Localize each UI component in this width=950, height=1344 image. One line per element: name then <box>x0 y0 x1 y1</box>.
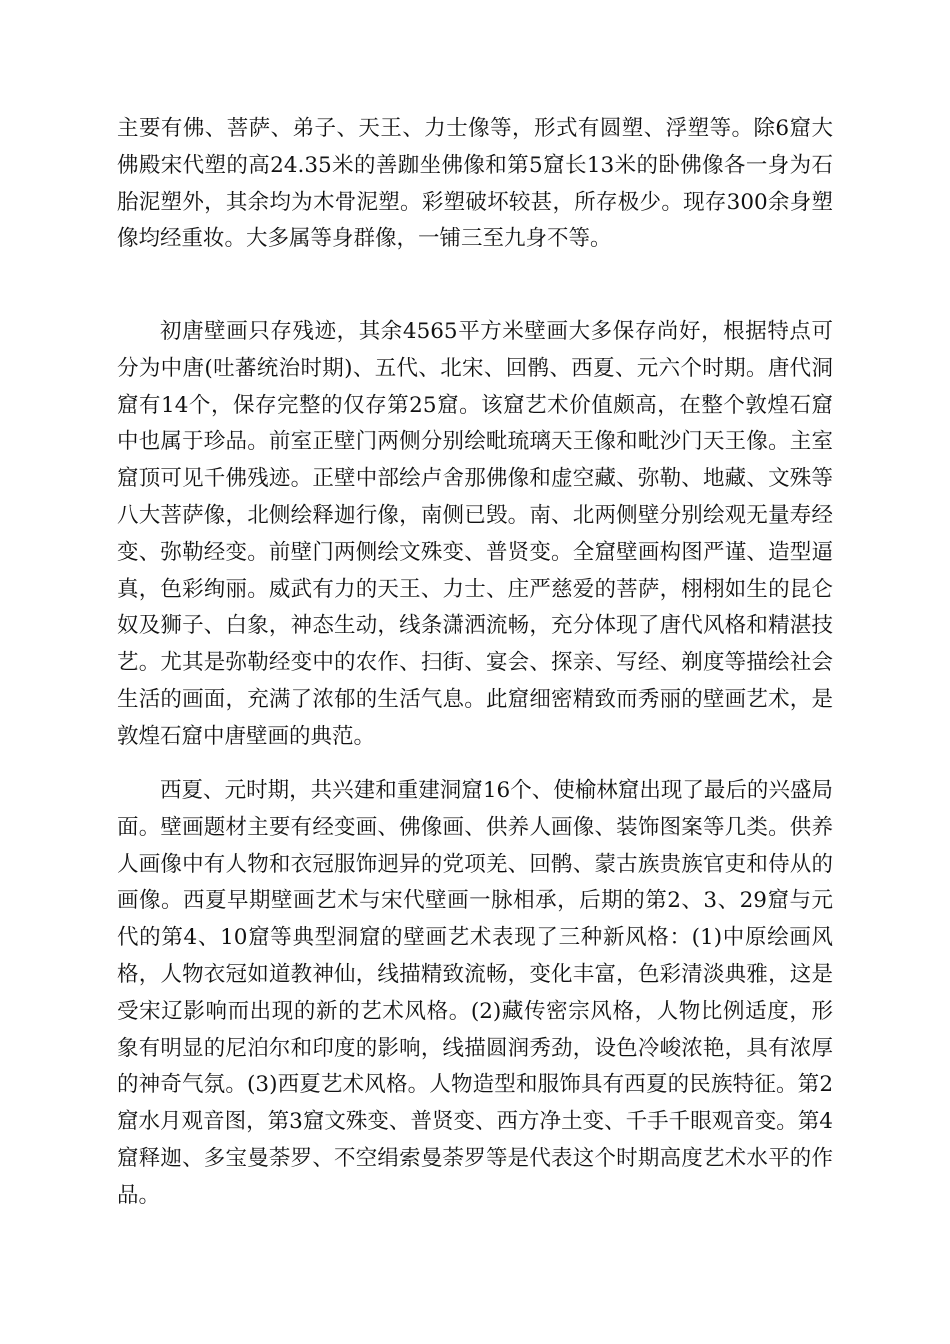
paragraph-xixia-yuan-murals <box>117 773 833 1215</box>
paragraph-text: 西夏、元时期，共兴建和重建洞窟16个、使榆林窟出现了最后的兴盛局面。壁画题材主要有经变画、佛像画、供养人画像、装饰图案等几类。供养人画像中有人物和衣冠服饰迥异的党项羌、回鹘、蒙古族贵族官吏和侍从的画像。西夏早期壁画艺术与宋代壁画一脉相承，后期的第2、3、29窟与元代的第4、10窟等典型洞窟的壁画艺术表现了三种新风格：(1)中原绘画风格，人物衣冠如道教神仙，线描精致流畅，变化丰富，色彩清淡典雅，这是受宋辽影响而出现的新的艺术风格。(2)藏传密宗风格，人物比例适度，形象有明显的尼泊尔和印度的影响，线描圆润秀劲，设色冷峻浓艳，具有浓厚的神奇气氛。(3)西夏艺术风格。人物造型和服饰具有西夏的民族特征。第2窟水月观音图，第3窟文殊变、普贤变、西方净土变、千手千眼观音变。第4窟释迦、多宝曼荼罗、不空绢索曼荼罗等是代表这个时期高度艺术水平的作品。 <box>117 778 833 1208</box>
paragraph-text: 初唐壁画只存残迹，其余4565平方米壁画大多保存尚好，根据特点可分为中唐(吐蕃统治时期)、五代、北宋、回鹘、西夏、元六个时期。唐代洞窟有14个，保存完整的仅存第25窟。该窟艺术价值颇高，在整个敦煌石窟中也属于珍品。前室正壁门两侧分别绘毗琉璃天王像和毗沙门天王像。主室窟顶可见千佛残迹。正壁中部绘卢舍那佛像和虚空藏、弥勒、地藏、文殊等八大菩萨像，北侧绘释迦行像，南侧已毁。南、北两侧壁分别绘观无量寿经变、弥勒经变。前壁门两侧绘文殊变、普贤变。全窟壁画构图严谨、造型逼真，色彩绚丽。威武有力的天王、力士、庄严慈爱的菩萨，栩栩如生的昆仑奴及狮子、白象，神态生动，线条潇洒流畅，充分体现了唐代风格和精湛技艺。尤其是弥勒经变中的农作、扫街、宴会、探亲、写经、剃度等描绘社会生活的画面，充满了浓郁的生活气息。此窟细密精致而秀丽的壁画艺术，是敦煌石窟中唐壁画的典范。 <box>117 319 833 749</box>
paragraph-sculptures <box>117 111 833 258</box>
paragraph-text: 主要有佛、菩萨、弟子、天王、力士像等，形式有圆塑、浮塑等。除6窟大佛殿宋代塑的高24.35米的善跏坐佛像和第5窟长13米的卧佛像各一身为石胎泥塑外，其余均为木骨泥塑。彩塑破坏较甚，所存极少。现存300余身塑像均经重妆。大多属等身群像，一铺三至九身不等。 <box>117 116 833 252</box>
paragraph-tang-murals <box>117 314 833 756</box>
